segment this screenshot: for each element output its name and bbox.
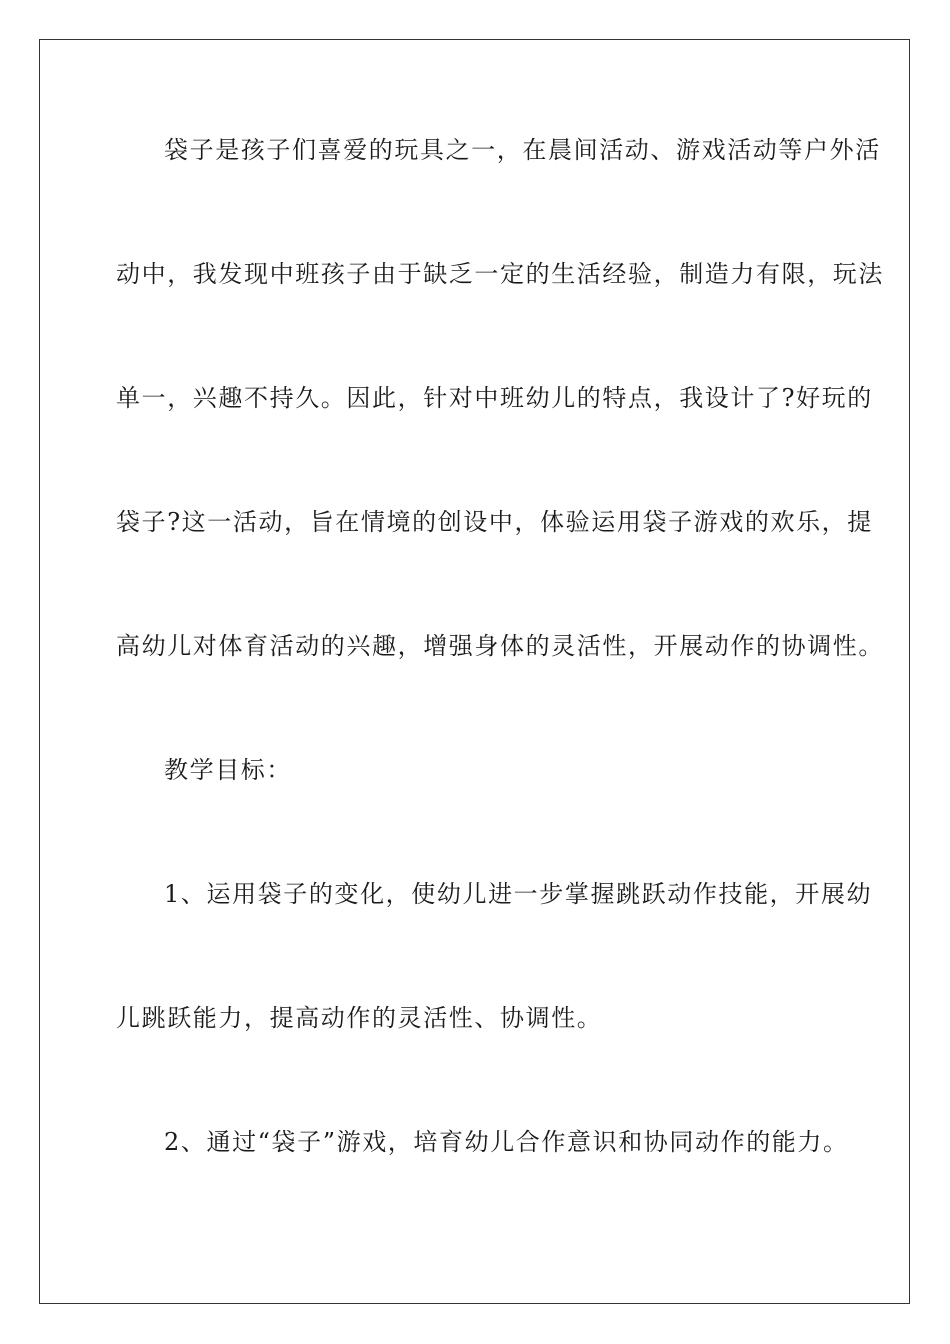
goal-2-line-1: 2、通过“袋子”游戏，培育幼儿合作意识和协同动作的能力。 <box>164 1128 849 1156</box>
goal-1-line-2: 儿跳跃能力，提高动作的灵活性、协调性。 <box>116 1004 603 1032</box>
section-heading-teaching-goals: 教学目标： <box>164 756 292 784</box>
page-border <box>39 39 910 1304</box>
intro-paragraph-line-5: 高幼儿对体育活动的兴趣，增强身体的灵活性，开展动作的协调性。 <box>116 632 884 660</box>
intro-paragraph-line-2: 动中，我发现中班孩子由于缺乏一定的生活经验，制造力有限，玩法 <box>116 260 884 288</box>
goal-1-line-1: 1、运用袋子的变化，使幼儿进一步掌握跳跃动作技能，开展幼 <box>164 880 873 908</box>
intro-paragraph-line-3: 单一，兴趣不持久。因此，针对中班幼儿的特点，我设计了?好玩的 <box>116 384 873 412</box>
intro-paragraph-line-4: 袋子?这一活动，旨在情境的创设中，体验运用袋子游戏的欢乐，提 <box>116 508 873 536</box>
intro-paragraph-line-1: 袋子是孩子们喜爱的玩具之一，在晨间活动、游戏活动等户外活 <box>164 136 881 164</box>
